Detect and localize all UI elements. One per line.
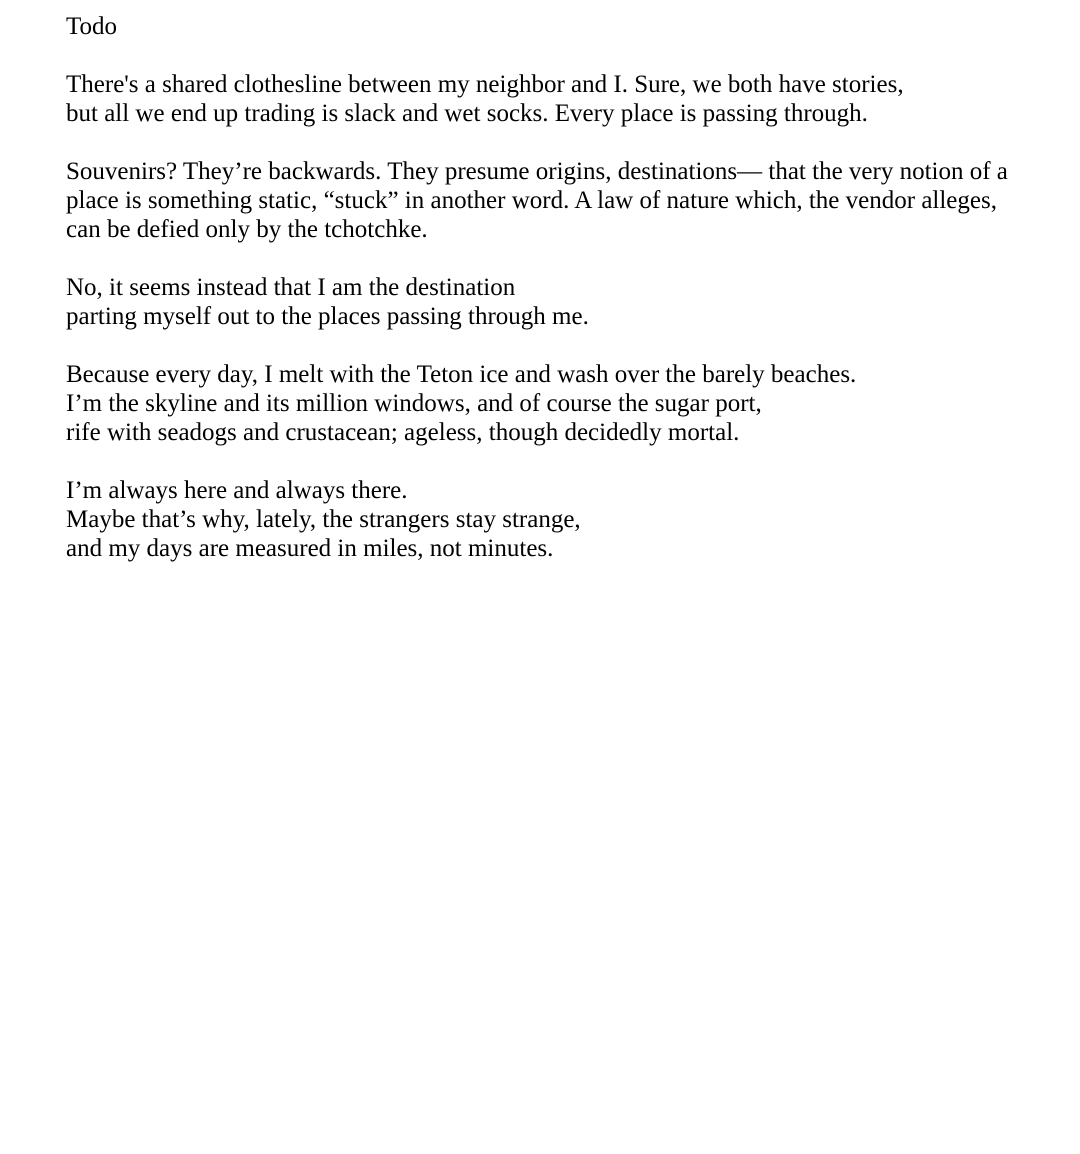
stanza-line: Souvenirs? They’re backwards. They presume origins, destinations— that the very notion of a bbox=[66, 158, 1008, 185]
stanza-line: Because every day, I melt with the Teton ice and wash over the barely beaches. bbox=[66, 361, 857, 388]
stanza-4 bbox=[66, 360, 1066, 447]
document-page bbox=[66, 12, 1066, 592]
stanza-5 bbox=[66, 476, 1066, 563]
stanza-line: I’m always here and always there. bbox=[66, 477, 408, 504]
stanza-line: place is something static, “stuck” in another word. A law of nature which, the vendor alleges, bbox=[66, 187, 997, 214]
poem-title: Todo bbox=[66, 13, 118, 40]
stanza-line: I’m the skyline and its million windows, and of course the sugar port, bbox=[66, 390, 762, 417]
stanza-line: and my days are measured in miles, not minutes. bbox=[66, 535, 554, 562]
stanza-line: but all we end up trading is slack and wet socks. Every place is passing through. bbox=[66, 100, 868, 127]
stanza-line: Maybe that’s why, lately, the strangers stay strange, bbox=[66, 506, 581, 533]
stanza-line: rife with seadogs and crustacean; ageless, though decidedly mortal. bbox=[66, 419, 740, 446]
stanza-2 bbox=[66, 157, 1066, 244]
stanza-line: No, it seems instead that I am the destination bbox=[66, 274, 516, 301]
stanza-line: There's a shared clothesline between my neighbor and I. Sure, we both have stories, bbox=[66, 71, 904, 98]
stanza-line: parting myself out to the places passing through me. bbox=[66, 303, 589, 330]
stanza-line: can be defied only by the tchotchke. bbox=[66, 216, 428, 243]
stanza-1 bbox=[66, 70, 1066, 128]
stanza-3 bbox=[66, 273, 1066, 331]
